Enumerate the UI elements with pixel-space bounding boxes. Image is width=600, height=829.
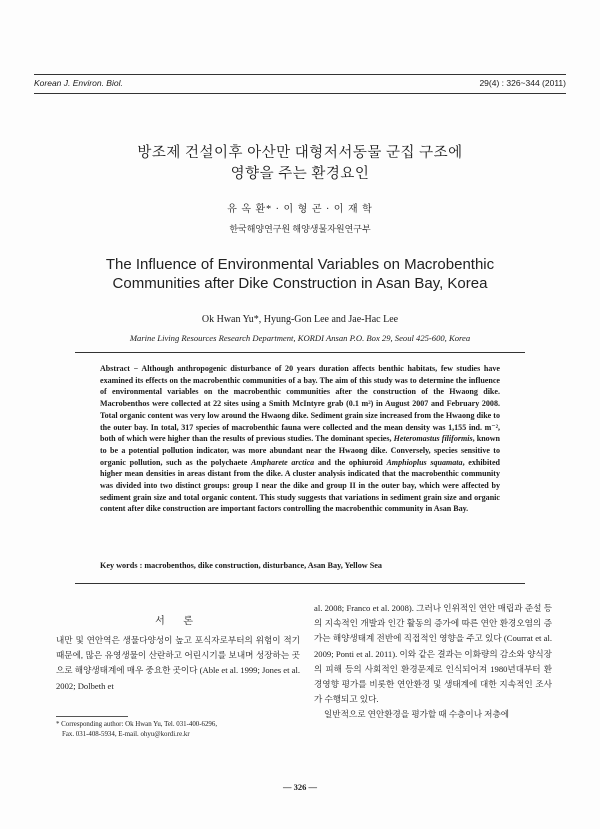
english-authors: Ok Hwan Yu*, Hyung-Gon Lee and Jae-Hac Lee	[201, 314, 399, 325]
intro-right-text-1: al. 2008; Franco et al. 2008). 그러나 인위적인 연안 매립과 준설 등의 지속적인 개발과 인간 활동의 증가에 따른 연안 환경오염의 증가는 해양생태계 전반에 직접적인 영향을 주고 있다 (Courrat et al. 2009; Ponti et al. 2011). 이와 같은 결과는 이화량의 감소와 양식장의 피해 등의 사회적인 환경문제로 인식되어져 1980년대부터 환경영향 평가를 비롯한 연안환경 및 생태계에 대한 지속적인 조사가 수행되고 있다.	[314, 603, 552, 705]
keywords: Key words : macrobenthos, dike construction, disturbance, Asan Bay, Yellow Sea	[100, 561, 383, 570]
species-ampharete: Ampharete arctica	[251, 457, 315, 467]
species-heteromastus: Heteromastus filiformis	[393, 434, 473, 444]
section-heading-introduction: 서 론	[155, 616, 201, 627]
intro-right-text-2: 일반적으로 연안환경을 평가할 때 수층이나 저층에	[324, 709, 510, 720]
english-title-line1: The Influence of Environmental Variables on Macrobenthic	[105, 256, 495, 273]
header-rule-bottom	[34, 93, 566, 94]
running-header	[34, 78, 566, 92]
korean-affiliation: 한국해양연구원 해양생물자원연구부	[229, 224, 371, 234]
abstract	[100, 363, 500, 515]
footnote-line1: * Corresponding author: Ok Hwan Yu, Tel. 031-400-6296,	[56, 721, 218, 728]
footnote-rule	[56, 716, 128, 717]
abstract-text-4: , exhibited higher mean densities in areas distant from the dike. A cluster analysis indicated that the macrobenthic community was divided into two distinct groups: group I near the dike and group II in the outer bay, which were affected by sediment grain size and total organic content. This study suggests that variations in sediment grain size and organic content after dike construction are important factors controlling the macrobenthic community in Asan Bay.	[100, 457, 500, 514]
page-number: — 326 —	[283, 782, 317, 792]
abstract-rule-bottom	[75, 583, 525, 584]
abstract-text-1: Abstract − Although anthropogenic disturbance of 20 years duration affects benthic habitats, few studies have examined its effects on the macrobenthic communities of a bay. The aim of this study was to determine the influence of environmental variables on the macrobenthic communities after the construction of the Hwaong dike. Macrobenthos were collected at 22 sites using a Smith McIntyre grab (0.1 m²) in August 2007 and February 2008. Total organic content was very low around the Hwaong dike. Sediment grain size increased from the Hwaong dike to the outer bay. In total, 317 species of macrobenthic fauna were collected and the mean density was 1,155 ind. m⁻², both of which were higher than the results of previous studies. The dominant species,	[100, 364, 500, 444]
species-amphioplus: Amphioplus squamata	[386, 457, 463, 467]
left-column	[56, 612, 300, 694]
korean-title	[40, 143, 560, 185]
footnote	[56, 720, 300, 739]
korean-title-line1: 방조제 건설이후 아산만 대형저서동물 군집 구조에	[137, 145, 463, 161]
english-title	[40, 255, 560, 293]
intro-left-text: 내만 및 연안역은 생물다양성이 높고 포식자로부터의 위험이 적기 때문에, 많은 유영생물이 산란하고 어린시기를 보내며 성장하는 곳으로 해양생태계에 매우 중요한 곳이다 (Able et al. 1999; Jones et al. 2002; Dolbeth et	[56, 635, 300, 691]
english-affiliation: Marine Living Resources Research Department, KORDI Ansan P.O. Box 29, Seoul 425-600, Korea	[129, 333, 471, 343]
volume-pages: 29(4) : 326~344 (2011)	[479, 78, 566, 88]
footnote-line2: Fax. 031-408-5934, E-mail. ohyu@kordi.re.kr	[62, 730, 190, 738]
abstract-text-3: and the ophiuroid	[314, 457, 387, 467]
abstract-rule-top	[75, 352, 525, 353]
journal-name: Korean J. Environ. Biol.	[34, 78, 123, 88]
right-column	[314, 601, 552, 723]
korean-authors: 유 옥 환* · 이 형 곤 · 이 재 학	[227, 204, 373, 215]
korean-title-line2: 영향을 주는 환경요인	[230, 166, 370, 182]
header-rule-top	[34, 74, 566, 75]
english-title-line2: Communities after Dike Construction in Asan Bay, Korea	[112, 275, 488, 292]
abstract-text-2: , known to be a potential pollution indicator, was more abundant near the Hwaong dike. Conversely, species sensitive to organic pollution, such as the polychaete	[100, 434, 500, 467]
